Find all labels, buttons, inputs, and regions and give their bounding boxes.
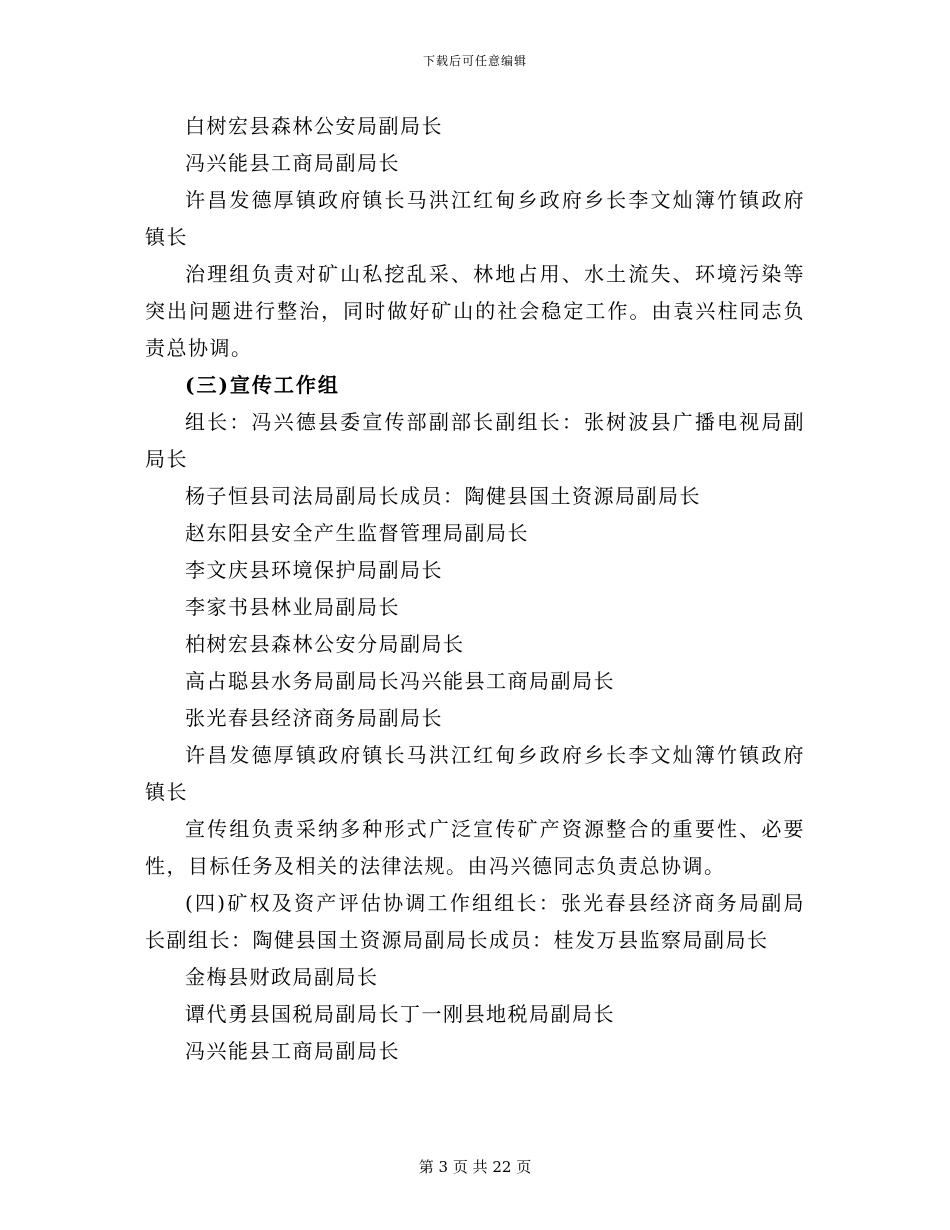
page-header-note: 下载后可任意编辑 <box>422 54 527 68</box>
body-paragraph: 许昌发德厚镇政府镇长马洪江红甸乡政府乡长李文灿簿竹镇政府镇长 <box>145 188 805 249</box>
body-paragraph: 许昌发德厚镇政府镇长马洪江红甸乡政府乡长李文灿簿竹镇政府镇长 <box>145 743 805 804</box>
body-paragraph: 组长：冯兴德县委宣传部副部长副组长：张树波县广播电视局副局长 <box>145 410 805 471</box>
body-paragraph: 白树宏县森林公安局副局长 <box>185 114 443 138</box>
document-body <box>145 108 805 1070</box>
body-paragraph: 宣传组负责采纳多种形式广泛宣传矿产资源整合的重要性、必要性，目标任务及相关的法律法规。由冯兴德同志负责总协调。 <box>145 817 805 878</box>
body-paragraph: 赵东阳县安全产生监督管理局副局长 <box>185 521 529 545</box>
body-paragraph: 柏树宏县森林公安分局副局长 <box>185 632 465 656</box>
section-heading: (三)宣传工作组 <box>185 373 340 397</box>
body-paragraph: 张光春县经济商务局副局长 <box>185 706 443 730</box>
body-paragraph: 杨子恒县司法局副局长成员：陶健县国土资源局副局长 <box>185 484 701 508</box>
body-paragraph: 冯兴能县工商局副局长 <box>185 1039 400 1063</box>
body-paragraph: 李文庆县环境保护局副局长 <box>185 558 443 582</box>
body-paragraph: 高占聪县水务局副局长冯兴能县工商局副局长 <box>185 669 615 693</box>
body-paragraph: (四)矿权及资产评估协调工作组组长：张光春县经济商务局副局长副组长：陶健县国土资源局副局长成员：桂发万县监察局副局长 <box>145 891 805 952</box>
body-paragraph: 李家书县林业局副局长 <box>185 595 400 619</box>
body-paragraph: 金梅县财政局副局长 <box>185 965 379 989</box>
body-paragraph: 冯兴能县工商局副局长 <box>185 151 400 175</box>
body-paragraph: 谭代勇县国税局副局长丁一刚县地税局副局长 <box>185 1002 615 1026</box>
page-number: 第 3 页 共 22 页 <box>418 1158 532 1176</box>
body-paragraph: 治理组负责对矿山私挖乱采、林地占用、水土流失、环境污染等突出问题进行整治，同时做好矿山的社会稳定工作。由袁兴柱同志负责总协调。 <box>145 262 805 360</box>
